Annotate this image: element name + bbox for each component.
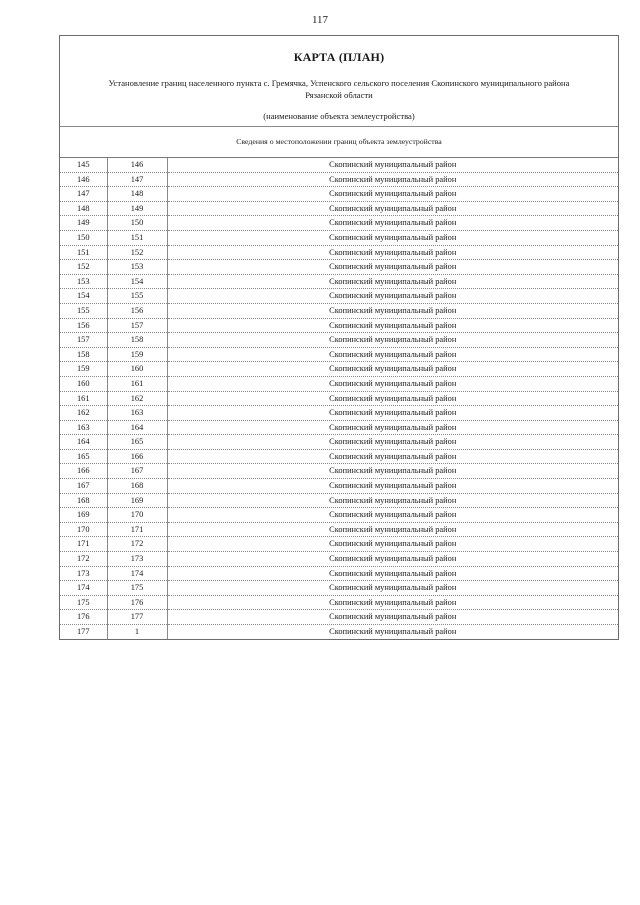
point-from-cell: 146 [60, 172, 107, 187]
boundary-description-cell: Скопинский муниципальный район [167, 493, 618, 508]
point-from-cell: 166 [60, 464, 107, 479]
point-to-cell: 159 [107, 347, 167, 362]
table-row [60, 376, 618, 391]
boundary-description-cell: Скопинский муниципальный район [167, 274, 618, 289]
point-from-cell: 161 [60, 391, 107, 406]
boundary-description-cell: Скопинский муниципальный район [167, 595, 618, 610]
table-row [60, 625, 618, 639]
table-row [60, 581, 618, 596]
boundary-description-cell: Скопинский муниципальный район [167, 522, 618, 537]
boundary-description-cell: Скопинский муниципальный район [167, 420, 618, 435]
point-to-cell: 150 [107, 216, 167, 231]
boundary-description-cell: Скопинский муниципальный район [167, 581, 618, 596]
document-subtitle: Установление границ населенного пункта с. Гремячка, Успенского сельского поселения Скопинского муниципального района Рязанской области [108, 78, 570, 100]
point-from-cell: 167 [60, 479, 107, 494]
document-frame [59, 35, 619, 640]
point-from-cell: 153 [60, 274, 107, 289]
point-to-cell: 174 [107, 566, 167, 581]
boundary-description-cell: Скопинский муниципальный район [167, 201, 618, 216]
boundary-description-cell: Скопинский муниципальный район [167, 245, 618, 260]
table-row [60, 406, 618, 421]
point-to-cell: 160 [107, 362, 167, 377]
point-to-cell: 1 [107, 625, 167, 639]
boundary-description-cell: Скопинский муниципальный район [329, 627, 457, 636]
point-from-cell: 150 [60, 230, 107, 245]
point-to-cell: 161 [107, 376, 167, 391]
table-row [60, 537, 618, 552]
point-from-cell: 155 [60, 303, 107, 318]
table-row [60, 552, 618, 567]
point-to-cell: 165 [107, 435, 167, 450]
point-from-cell: 173 [60, 566, 107, 581]
point-from-cell: 163 [60, 420, 107, 435]
point-from-cell: 147 [60, 187, 107, 202]
table-row [60, 493, 618, 508]
point-from-cell: 171 [60, 537, 107, 552]
point-from-cell: 172 [60, 552, 107, 567]
point-from-cell: 151 [60, 245, 107, 260]
boundary-description-cell: Скопинский муниципальный район [167, 449, 618, 464]
boundary-description-cell: Скопинский муниципальный район [167, 391, 618, 406]
point-to-cell: 168 [107, 479, 167, 494]
boundary-description-cell: Скопинский муниципальный район [167, 464, 618, 479]
point-to-cell: 152 [107, 245, 167, 260]
table-row [60, 420, 618, 435]
point-to-cell: 173 [107, 552, 167, 567]
point-to-cell: 170 [107, 508, 167, 523]
table-row [60, 362, 618, 377]
boundary-description-cell: Скопинский муниципальный район [167, 362, 618, 377]
boundary-description-cell: Скопинский муниципальный район [167, 289, 618, 304]
boundary-description-cell: Скопинский муниципальный район [167, 318, 618, 333]
boundary-description-cell: Скопинский муниципальный район [167, 537, 618, 552]
point-to-cell: 172 [107, 537, 167, 552]
table-row [60, 274, 618, 289]
boundary-description-cell: Скопинский муниципальный район [167, 216, 618, 231]
point-from-cell: 156 [60, 318, 107, 333]
point-from-cell: 159 [60, 362, 107, 377]
point-to-cell: 163 [107, 406, 167, 421]
boundary-description-cell: Скопинский муниципальный район [167, 566, 618, 581]
point-to-cell: 158 [107, 333, 167, 348]
point-from-cell: 177 [60, 625, 107, 639]
boundary-description-cell: Скопинский муниципальный район [167, 303, 618, 318]
point-from-cell: 145 [60, 158, 107, 172]
point-from-cell: 160 [60, 376, 107, 391]
point-from-cell: 176 [60, 610, 107, 625]
point-from-cell: 158 [60, 347, 107, 362]
boundary-description-cell: Скопинский муниципальный район [167, 508, 618, 523]
boundary-description-cell: Скопинский муниципальный район [167, 260, 618, 275]
point-to-cell: 151 [107, 230, 167, 245]
boundary-table [60, 158, 618, 639]
boundary-description-cell: Скопинский муниципальный район [167, 347, 618, 362]
table-row [60, 260, 618, 275]
point-from-cell: 157 [60, 333, 107, 348]
point-from-cell: 168 [60, 493, 107, 508]
table-row [60, 245, 618, 260]
point-to-cell: 147 [107, 172, 167, 187]
boundary-description-cell: Скопинский муниципальный район [167, 406, 618, 421]
section-header: Сведения о местоположении границ объекта землеустройства [60, 127, 618, 158]
point-to-cell: 175 [107, 581, 167, 596]
point-from-cell: 174 [60, 581, 107, 596]
point-from-cell: 152 [60, 260, 107, 275]
point-from-cell: 169 [60, 508, 107, 523]
table-row [60, 610, 618, 625]
boundary-description-cell: Скопинский муниципальный район [167, 230, 618, 245]
table-row [60, 172, 618, 187]
document-title: КАРТА (ПЛАН) [293, 50, 385, 64]
point-to-cell: 149 [107, 201, 167, 216]
table-row [60, 464, 618, 479]
point-from-cell: 175 [60, 595, 107, 610]
point-to-cell: 157 [107, 318, 167, 333]
table-row [60, 303, 618, 318]
title-block [60, 36, 618, 127]
boundary-description-cell: Скопинский муниципальный район [167, 610, 618, 625]
table-row [60, 187, 618, 202]
table-row [60, 449, 618, 464]
point-to-cell: 146 [107, 158, 167, 172]
point-to-cell: 155 [107, 289, 167, 304]
table-row [60, 201, 618, 216]
object-label: (наименование объекта землеустройства) [263, 111, 415, 121]
point-from-cell: 149 [60, 216, 107, 231]
point-to-cell: 148 [107, 187, 167, 202]
point-to-cell: 166 [107, 449, 167, 464]
point-from-cell: 148 [60, 201, 107, 216]
table-row [60, 566, 618, 581]
point-from-cell: 162 [60, 406, 107, 421]
table-row [60, 595, 618, 610]
point-from-cell: 170 [60, 522, 107, 537]
point-from-cell: 165 [60, 449, 107, 464]
point-to-cell: 154 [107, 274, 167, 289]
point-to-cell: 176 [107, 595, 167, 610]
point-to-cell: 153 [107, 260, 167, 275]
point-to-cell: 162 [107, 391, 167, 406]
table-row [60, 435, 618, 450]
boundary-description-cell: Скопинский муниципальный район [167, 552, 618, 567]
point-to-cell: 177 [107, 610, 167, 625]
point-to-cell: 167 [107, 464, 167, 479]
table-row [60, 158, 618, 172]
point-to-cell: 164 [107, 420, 167, 435]
boundary-description-cell: Скопинский муниципальный район [167, 187, 618, 202]
point-from-cell: 154 [60, 289, 107, 304]
page-number: 117 [311, 14, 329, 26]
boundary-description-cell: Скопинский муниципальный район [167, 435, 618, 450]
table-row [60, 479, 618, 494]
table-row [60, 347, 618, 362]
boundary-description-cell: Скопинский муниципальный район [167, 376, 618, 391]
boundary-description-cell: Скопинский муниципальный район [167, 333, 618, 348]
boundary-description-cell: Скопинский муниципальный район [167, 158, 618, 172]
point-to-cell: 171 [107, 522, 167, 537]
table-row [60, 522, 618, 537]
table-row [60, 216, 618, 231]
table-row [60, 508, 618, 523]
point-to-cell: 156 [107, 303, 167, 318]
table-row [60, 318, 618, 333]
table-row [60, 289, 618, 304]
boundary-description-cell: Скопинский муниципальный район [167, 479, 618, 494]
point-to-cell: 169 [107, 493, 167, 508]
point-from-cell: 164 [60, 435, 107, 450]
table-row [60, 391, 618, 406]
table-row [60, 333, 618, 348]
boundary-description-cell: Скопинский муниципальный район [167, 172, 618, 187]
table-row [60, 230, 618, 245]
